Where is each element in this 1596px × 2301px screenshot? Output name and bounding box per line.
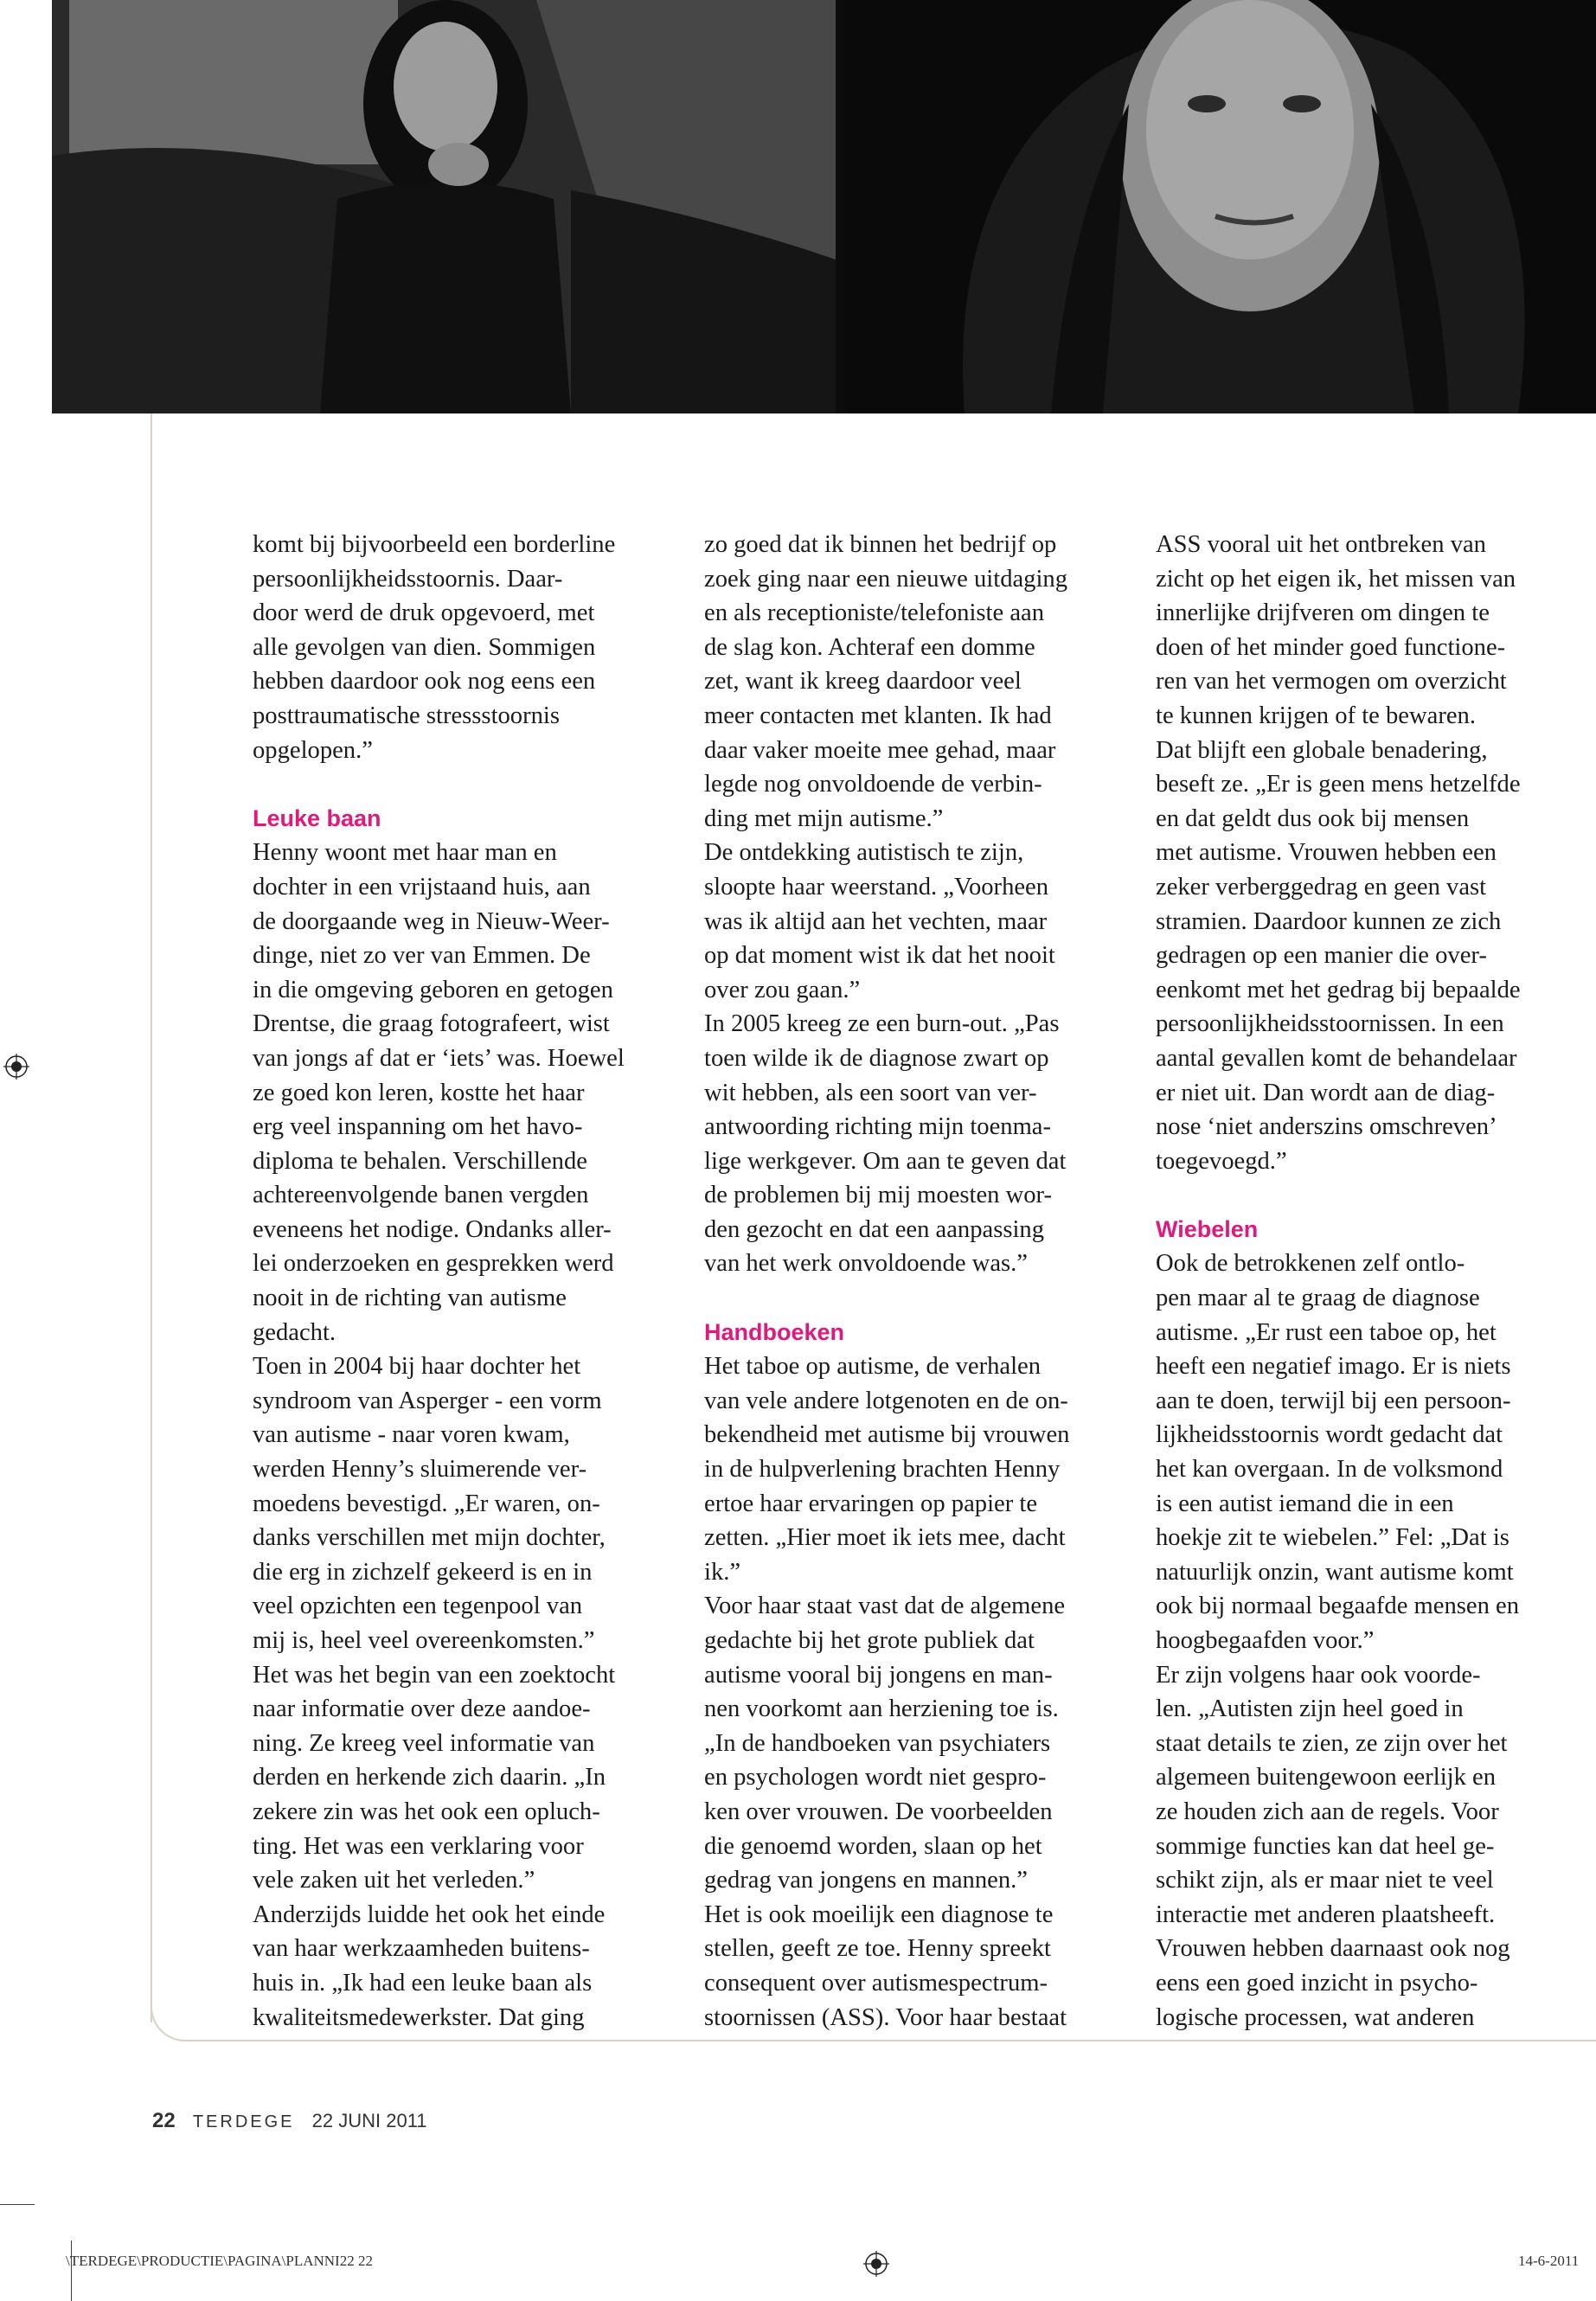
text-line: wit hebben, als een soort van ver- bbox=[704, 1079, 1037, 1106]
text-line: die erg in zichzelf gekeerd is en in bbox=[253, 1558, 593, 1586]
text-line: van jongs af dat er ‘iets’ was. Hoewel bbox=[253, 1044, 625, 1072]
text-line: van haar werkzaamheden buitens- bbox=[253, 1935, 590, 1963]
registration-mark-icon bbox=[3, 1054, 29, 1080]
text-line: staat details te zien, ze zijn over het bbox=[1156, 1729, 1508, 1757]
text-line: bekendheid met autisme bij vrouwen bbox=[704, 1421, 1070, 1449]
text-line: syndroom van Asperger - een vorm bbox=[253, 1387, 602, 1414]
print-slug-date: 14-6-2011 bbox=[1518, 2253, 1580, 2269]
text-line: naar informatie over deze aandoe- bbox=[253, 1695, 591, 1723]
text-line: ken over vrouwen. De voorbeelden bbox=[704, 1798, 1053, 1825]
text-line: toen wilde ik de diagnose zwart op bbox=[704, 1044, 1049, 1072]
text-line: algemeen buitengewoon eerlijk en bbox=[1156, 1764, 1497, 1791]
text-line: werden Henny’s sluimerende ver- bbox=[253, 1456, 587, 1484]
text-line: hoekje zit te wiebelen.” Fel: „Dat is bbox=[1156, 1524, 1509, 1552]
text-line: legde nog onvoldoende de verbin- bbox=[704, 771, 1042, 798]
text-line: komt bij bijvoorbeeld een borderline bbox=[253, 531, 616, 558]
text-line: gedrag van jongens en mannen.” bbox=[704, 1867, 1028, 1894]
text-line: sommige functies kan dat heel ge- bbox=[1156, 1832, 1495, 1860]
text-line: achtereenvolgende banen vergden bbox=[253, 1182, 589, 1209]
text-line: nose ‘niet anderszins omschreven’ bbox=[1156, 1113, 1497, 1141]
text-line: Ook de betrokkenen zelf ontlo- bbox=[1156, 1250, 1465, 1278]
text-line: den gezocht en dat een aanpassing bbox=[704, 1215, 1044, 1243]
text-line: zetten. „Hier moet ik iets mee, dacht bbox=[704, 1524, 1066, 1552]
text-line: Drentse, die graag fotografeert, wist bbox=[253, 1010, 610, 1038]
paragraph-spacer bbox=[704, 1281, 1137, 1316]
text-line: huis in. „Ik had een leuke baan als bbox=[253, 1969, 593, 1997]
text-line: het kan overgaan. In de volksmond bbox=[1156, 1456, 1503, 1484]
text-line: posttraumatische stressstoornis bbox=[253, 702, 560, 729]
text-line: ning. Ze kreeg veel informatie van bbox=[253, 1729, 595, 1757]
text-line: met autisme. Vrouwen hebben een bbox=[1156, 839, 1497, 867]
text-line: lige werkgever. Om aan te geven dat bbox=[704, 1147, 1067, 1175]
crop-mark-vertical bbox=[71, 2240, 72, 2301]
text-line: is een autist iemand die in een bbox=[1156, 1490, 1454, 1517]
text-line: diploma te behalen. Verschillende bbox=[253, 1147, 587, 1175]
text-line: zo goed dat ik binnen het bedrijf op bbox=[704, 531, 1057, 558]
text-line: in die omgeving geboren en getogen bbox=[253, 976, 613, 1003]
text-line: nooit in de richting van autisme bbox=[253, 1285, 567, 1312]
text-line: zekere zin was het ook een opluch- bbox=[253, 1798, 600, 1825]
registration-mark-icon bbox=[863, 2251, 889, 2277]
frame-bottom-rule bbox=[251, 2040, 1596, 2041]
text-line: innerlijke drijfveren om dingen te bbox=[1156, 599, 1490, 627]
section-heading: Leuke baan bbox=[253, 804, 381, 831]
text-line: lei onderzoeken en gesprekken werd bbox=[253, 1250, 614, 1278]
frame-corner bbox=[151, 1990, 254, 2041]
text-line: consequent over autismespectrum- bbox=[704, 1969, 1048, 1997]
text-line: Vrouwen hebben daarnaast ook nog bbox=[1156, 1935, 1510, 1963]
text-line: beseft ze. „Er is geen mens hetzelfde bbox=[1156, 771, 1521, 798]
text-line: eens een goed inzicht in psycho- bbox=[1156, 1969, 1478, 1997]
text-line: in de hulpverlening brachten Henny bbox=[704, 1456, 1061, 1484]
text-line: lijkheidsstoornis wordt gedacht dat bbox=[1156, 1421, 1503, 1449]
page-footer bbox=[152, 2109, 427, 2133]
text-line: autisme vooral bij jongens en man- bbox=[704, 1661, 1053, 1689]
text-line: Het taboe op autisme, de verhalen bbox=[704, 1353, 1042, 1381]
text-line: toegevoegd.” bbox=[1156, 1147, 1287, 1175]
text-line: ze houden zich aan de regels. Voor bbox=[1156, 1798, 1499, 1825]
text-line: Voor haar staat vast dat de algemene bbox=[704, 1593, 1066, 1620]
text-line: eveneens het nodige. Ondanks aller- bbox=[253, 1215, 612, 1243]
text-line: In 2005 kreeg ze een burn-out. „Pas bbox=[704, 1010, 1060, 1038]
photo-strip bbox=[52, 0, 1596, 413]
portrait-photo-sitting bbox=[52, 0, 836, 413]
text-line: autisme. „Er rust een taboe op, het bbox=[1156, 1318, 1497, 1346]
issue-date: 22 JUNI 2011 bbox=[311, 2110, 427, 2131]
text-line: danks verschillen met mijn dochter, bbox=[253, 1524, 606, 1552]
text-line: pen maar al te graag de diagnose bbox=[1156, 1285, 1480, 1312]
text-line: ting. Het was een verklaring voor bbox=[253, 1832, 584, 1860]
text-line: van het werk onvoldoende was.” bbox=[704, 1250, 1028, 1278]
text-line: zicht op het eigen ik, het missen van bbox=[1156, 565, 1516, 593]
crop-mark-horizontal bbox=[0, 2204, 35, 2205]
text-line: moedens bevestigd. „Er waren, on- bbox=[253, 1490, 600, 1517]
text-line: door werd de druk opgevoerd, met bbox=[253, 599, 595, 627]
text-line: de doorgaande weg in Nieuw-Weer- bbox=[253, 907, 610, 935]
text-line: ik.” bbox=[704, 1558, 741, 1586]
text-line: interactie met anderen plaatsheeft. bbox=[1156, 1900, 1496, 1928]
text-line: stramien. Daardoor kunnen ze zich bbox=[1156, 907, 1502, 935]
text-line: gedachte bij het grote publiek dat bbox=[704, 1627, 1035, 1654]
article-column-3 bbox=[1156, 528, 1588, 2035]
text-line: logische processen, wat anderen bbox=[1156, 2003, 1475, 2031]
text-line: eenkomt met het gedrag bij bepaalde bbox=[1156, 976, 1521, 1003]
text-line: derden en herkende zich daarin. „In bbox=[253, 1764, 606, 1791]
text-line: aan te doen, terwijl bij een persoon- bbox=[1156, 1387, 1511, 1414]
text-line: van autisme - naar voren kwam, bbox=[253, 1421, 570, 1449]
text-line: en dat geldt dus ook bij mensen bbox=[1156, 804, 1470, 832]
text-line: op dat moment wist ik dat het nooit bbox=[704, 942, 1055, 970]
text-line: schikt zijn, als er maar niet te veel bbox=[1156, 1867, 1494, 1894]
text-line: opgelopen.” bbox=[253, 736, 373, 764]
text-line: dinge, niet zo ver van Emmen. De bbox=[253, 942, 591, 970]
text-line: doen of het minder goed functione- bbox=[1156, 633, 1506, 661]
text-line: ren van het vermogen om overzicht bbox=[1156, 668, 1507, 695]
text-line: over zou gaan.” bbox=[704, 976, 861, 1003]
text-line: was ik altijd aan het vechten, maar bbox=[704, 907, 1048, 935]
text-line: hoogbegaafden voor.” bbox=[1156, 1627, 1375, 1654]
text-line: persoonlijkheidsstoornis. Daar- bbox=[253, 565, 563, 593]
text-line: stellen, geeft ze toe. Henny spreekt bbox=[704, 1935, 1051, 1963]
text-line: kwaliteitsmedewerkster. Dat ging bbox=[253, 2003, 585, 2031]
text-line: gedragen op een manier die over- bbox=[1156, 942, 1487, 970]
text-line: ze goed kon leren, kostte het haar bbox=[253, 1079, 585, 1106]
text-line: daar vaker moeite mee gehad, maar bbox=[704, 736, 1056, 764]
text-line: de problemen bij mij moesten wor- bbox=[704, 1182, 1053, 1209]
article-column-2 bbox=[704, 528, 1137, 2035]
text-line: die genoemd worden, slaan op het bbox=[704, 1832, 1042, 1860]
text-line: er niet uit. Dan wordt aan de diag- bbox=[1156, 1079, 1496, 1106]
text-line: heeft een negatief imago. Er is niets bbox=[1156, 1353, 1511, 1381]
text-line: dochter in een vrijstaand huis, aan bbox=[253, 873, 591, 901]
text-line: en als receptioniste/telefoniste aan bbox=[704, 599, 1044, 627]
text-line: alle gevolgen van dien. Sommigen bbox=[253, 633, 596, 661]
text-line: Henny woont met haar man en bbox=[253, 839, 557, 867]
text-line: ASS vooral uit het ontbreken van bbox=[1156, 531, 1486, 558]
text-line: erg veel inspanning om het havo- bbox=[253, 1113, 583, 1141]
text-line: ertoe haar ervaringen op papier te bbox=[704, 1490, 1038, 1517]
text-line: Het is ook moeilijk een diagnose te bbox=[704, 1900, 1054, 1928]
text-line: zet, want ik kreeg daardoor veel bbox=[704, 668, 1022, 695]
text-line: meer contacten met klanten. Ik had bbox=[704, 702, 1052, 729]
text-line: vele zaken uit het verleden.” bbox=[253, 1867, 535, 1894]
section-heading: Handboeken bbox=[704, 1318, 845, 1345]
text-line: Anderzijds luidde het ook het einde bbox=[253, 1900, 606, 1928]
text-line: sloopte haar weerstand. „Voorheen bbox=[704, 873, 1049, 901]
text-line: hebben daardoor ook nog eens een bbox=[253, 668, 596, 695]
text-line: len. „Autisten zijn heel goed in bbox=[1156, 1695, 1464, 1723]
text-line: persoonlijkheidsstoornissen. In een bbox=[1156, 1010, 1504, 1038]
text-line: mij is, heel veel overeenkomsten.” bbox=[253, 1627, 595, 1654]
text-line: antwoording richting mijn toenma- bbox=[704, 1113, 1052, 1141]
page-number: 22 bbox=[152, 2109, 176, 2132]
text-line: gedacht. bbox=[253, 1318, 337, 1346]
text-line: nen voorkomt aan herziening toe is. bbox=[704, 1695, 1059, 1723]
text-line: zoek ging naar een nieuwe uitdaging bbox=[704, 565, 1068, 593]
text-line: De ontdekking autistisch te zijn, bbox=[704, 839, 1024, 867]
text-line: natuurlijk onzin, want autisme komt bbox=[1156, 1558, 1514, 1586]
text-line: Het was het begin van een zoektocht bbox=[253, 1661, 616, 1689]
frame-left-rule bbox=[151, 413, 152, 2022]
paragraph-spacer bbox=[1156, 1178, 1588, 1213]
text-line: zeker verberggedrag en geen vast bbox=[1156, 873, 1487, 901]
text-line: „In de handboeken van psychiaters bbox=[704, 1729, 1051, 1757]
text-line: van vele andere lotgenoten en de on- bbox=[704, 1387, 1068, 1414]
text-line: ding met mijn autisme.” bbox=[704, 804, 944, 832]
text-line: en psychologen wordt niet gespro- bbox=[704, 1764, 1047, 1791]
article-column-1 bbox=[253, 528, 685, 2035]
print-slug-path: \TERDEGE\PRODUCTIE\PAGINA\PLANNI22 22 bbox=[66, 2253, 373, 2269]
text-line: Er zijn volgens haar ook voorde- bbox=[1156, 1661, 1481, 1689]
text-line: ook bij normaal begaafde mensen en bbox=[1156, 1593, 1520, 1620]
text-line: veel opzichten een tegenpool van bbox=[253, 1593, 583, 1620]
text-line: te kunnen krijgen of te bewaren. bbox=[1156, 702, 1476, 729]
text-line: aantal gevallen komt de behandelaar bbox=[1156, 1044, 1517, 1072]
section-heading: Wiebelen bbox=[1156, 1215, 1259, 1242]
text-line: Dat blijft een globale benadering, bbox=[1156, 736, 1488, 764]
text-line: Toen in 2004 bij haar dochter het bbox=[253, 1353, 581, 1381]
text-line: de slag kon. Achteraf een domme bbox=[704, 633, 1035, 661]
paragraph-spacer bbox=[253, 767, 685, 802]
portrait-photo-closeup bbox=[843, 0, 1596, 413]
magazine-name: TERDEGE bbox=[192, 2112, 295, 2131]
text-line: stoornissen (ASS). Voor haar bestaat bbox=[704, 2003, 1067, 2031]
